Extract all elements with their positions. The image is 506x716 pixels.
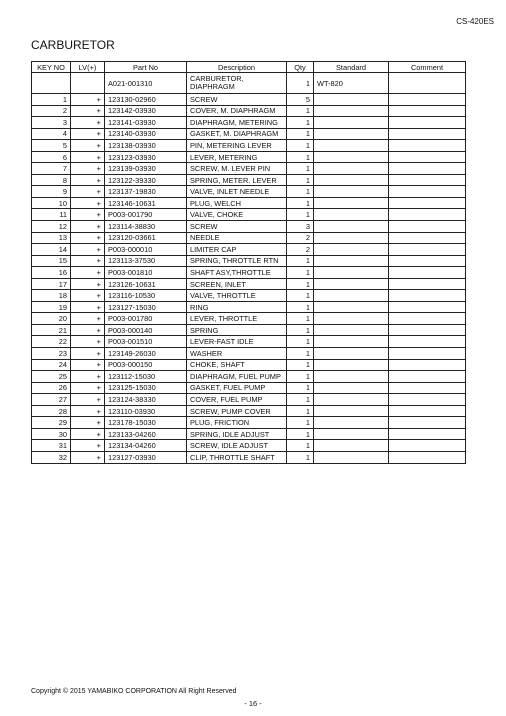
level-cell: +: [71, 117, 105, 129]
key-no-cell: 23: [32, 348, 71, 360]
level-cell: +: [71, 348, 105, 360]
standard-cell: [314, 174, 389, 186]
standard-cell: [314, 348, 389, 360]
standard-cell: [314, 221, 389, 233]
comment-cell: [389, 117, 466, 129]
key-no-cell: 8: [32, 174, 71, 186]
quantity-cell: 1: [287, 428, 314, 440]
quantity-cell: 5: [287, 94, 314, 106]
table-row: [32, 140, 466, 152]
part-number-cell: P003-001810: [105, 267, 187, 279]
comment-cell: [389, 417, 466, 429]
quantity-cell: 1: [287, 394, 314, 406]
part-number-cell: 123141-03930: [105, 117, 187, 129]
description-cell: PLUG, FRICTION: [187, 417, 287, 429]
quantity-cell: 1: [287, 186, 314, 198]
part-number-cell: 123113-37530: [105, 255, 187, 267]
description-cell: VALVE, INLET NEEDLE: [187, 186, 287, 198]
quantity-cell: 1: [287, 163, 314, 175]
quantity-cell: 2: [287, 232, 314, 244]
key-no-cell: 16: [32, 267, 71, 279]
table-row: [32, 117, 466, 129]
standard-cell: [314, 278, 389, 290]
level-cell: +: [71, 313, 105, 325]
key-no-cell: 17: [32, 278, 71, 290]
quantity-cell: 1: [287, 405, 314, 417]
part-number-cell: 123124-38330: [105, 394, 187, 406]
part-number-cell: 123114-38830: [105, 221, 187, 233]
table-row: [32, 348, 466, 360]
standard-cell: [314, 186, 389, 198]
table-row: [32, 151, 466, 163]
quantity-cell: 1: [287, 382, 314, 394]
part-number-cell: 123146-10631: [105, 197, 187, 209]
quantity-cell: 1: [287, 301, 314, 313]
quantity-cell: 1: [287, 371, 314, 383]
description-cell: COVER, M. DIAPHRAGM: [187, 105, 287, 117]
description-cell: GASKET, M. DIAPHRAGM: [187, 128, 287, 140]
key-no-cell: 29: [32, 417, 71, 429]
key-no-cell: 5: [32, 140, 71, 152]
quantity-cell: 1: [287, 336, 314, 348]
description-cell: CLIP, THROTTLE SHAFT: [187, 451, 287, 463]
comment-cell: [389, 174, 466, 186]
comment-cell: [389, 382, 466, 394]
standard-cell: [314, 197, 389, 209]
standard-cell: [314, 290, 389, 302]
table-row: [32, 428, 466, 440]
key-no-cell: 32: [32, 451, 71, 463]
description-cell: LIMITER CAP: [187, 244, 287, 256]
description-cell: SCREW: [187, 221, 287, 233]
page-number: - 16 -: [244, 699, 262, 708]
standard-cell: [314, 267, 389, 279]
description-cell: SCREW: [187, 94, 287, 106]
quantity-cell: 1: [287, 324, 314, 336]
standard-cell: [314, 417, 389, 429]
parts-table: [31, 61, 466, 464]
table-row: [32, 255, 466, 267]
description-cell: GASKET, FUEL PUMP: [187, 382, 287, 394]
level-cell: +: [71, 290, 105, 302]
description-cell: SPRING: [187, 324, 287, 336]
standard-cell: [314, 301, 389, 313]
table-row: [32, 336, 466, 348]
part-number-cell: 123112-15030: [105, 371, 187, 383]
table-row: [32, 73, 466, 94]
level-cell: +: [71, 428, 105, 440]
description-cell: PLUG, WELCH: [187, 197, 287, 209]
standard-cell: [314, 451, 389, 463]
description-cell: RING: [187, 301, 287, 313]
table-row: [32, 232, 466, 244]
key-no-cell: 21: [32, 324, 71, 336]
table-row: [32, 394, 466, 406]
quantity-cell: 1: [287, 105, 314, 117]
standard-cell: [314, 140, 389, 152]
part-number-cell: P003-001790: [105, 209, 187, 221]
description-cell: COVER, FUEL PUMP: [187, 394, 287, 406]
level-cell: +: [71, 244, 105, 256]
level-cell: +: [71, 232, 105, 244]
standard-cell: [314, 255, 389, 267]
table-row: [32, 209, 466, 221]
level-cell: +: [71, 278, 105, 290]
part-number-cell: 123133-04260: [105, 428, 187, 440]
quantity-cell: 1: [287, 151, 314, 163]
table-row: [32, 163, 466, 175]
comment-cell: [389, 324, 466, 336]
parts-table-body: [32, 73, 466, 464]
comment-cell: [389, 244, 466, 256]
comment-cell: [389, 290, 466, 302]
table-row: [32, 278, 466, 290]
column-header-key-no: KEY NO: [32, 62, 71, 73]
quantity-cell: 1: [287, 128, 314, 140]
comment-cell: [389, 140, 466, 152]
key-no-cell: 27: [32, 394, 71, 406]
key-no-cell: [32, 73, 71, 94]
quantity-cell: 1: [287, 174, 314, 186]
part-number-cell: 123110-03930: [105, 405, 187, 417]
quantity-cell: 1: [287, 197, 314, 209]
standard-cell: [314, 117, 389, 129]
level-cell: +: [71, 209, 105, 221]
key-no-cell: 15: [32, 255, 71, 267]
comment-cell: [389, 221, 466, 233]
standard-cell: WT-820: [314, 73, 389, 94]
standard-cell: [314, 405, 389, 417]
comment-cell: [389, 428, 466, 440]
standard-cell: [314, 128, 389, 140]
quantity-cell: 2: [287, 244, 314, 256]
key-no-cell: 2: [32, 105, 71, 117]
comment-cell: [389, 451, 466, 463]
key-no-cell: 31: [32, 440, 71, 452]
table-row: [32, 267, 466, 279]
table-header-row: [32, 62, 466, 73]
quantity-cell: 1: [287, 417, 314, 429]
level-cell: +: [71, 324, 105, 336]
comment-cell: [389, 359, 466, 371]
description-cell: CHOKE, SHAFT: [187, 359, 287, 371]
standard-cell: [314, 209, 389, 221]
key-no-cell: 20: [32, 313, 71, 325]
level-cell: +: [71, 301, 105, 313]
column-header-lv: LV(+): [71, 62, 105, 73]
comment-cell: [389, 440, 466, 452]
part-number-cell: 123178-15030: [105, 417, 187, 429]
quantity-cell: 1: [287, 440, 314, 452]
key-no-cell: 30: [32, 428, 71, 440]
comment-cell: [389, 197, 466, 209]
level-cell: +: [71, 255, 105, 267]
level-cell: +: [71, 359, 105, 371]
table-row: [32, 382, 466, 394]
table-row: [32, 405, 466, 417]
table-row: [32, 440, 466, 452]
standard-cell: [314, 105, 389, 117]
column-header-part-no: Part No: [105, 62, 187, 73]
key-no-cell: 22: [32, 336, 71, 348]
standard-cell: [314, 94, 389, 106]
table-row: [32, 197, 466, 209]
table-row: [32, 313, 466, 325]
description-cell: PIN, METERING LEVER: [187, 140, 287, 152]
table-row: [32, 94, 466, 106]
part-number-cell: 123138-03930: [105, 140, 187, 152]
level-cell: +: [71, 267, 105, 279]
quantity-cell: 1: [287, 278, 314, 290]
level-cell: +: [71, 128, 105, 140]
description-cell: WASHER: [187, 348, 287, 360]
level-cell: +: [71, 186, 105, 198]
part-number-cell: 123127-15030: [105, 301, 187, 313]
description-cell: LEVER-FAST IDLE: [187, 336, 287, 348]
comment-cell: [389, 405, 466, 417]
part-number-cell: 123116-10530: [105, 290, 187, 302]
part-number-cell: A021-001310: [105, 73, 187, 94]
comment-cell: [389, 313, 466, 325]
quantity-cell: 3: [287, 221, 314, 233]
table-row: [32, 371, 466, 383]
standard-cell: [314, 440, 389, 452]
level-cell: +: [71, 221, 105, 233]
table-row: [32, 290, 466, 302]
table-row: [32, 105, 466, 117]
level-cell: +: [71, 440, 105, 452]
level-cell: [71, 73, 105, 94]
description-cell: DIAPHRAGM, FUEL PUMP: [187, 371, 287, 383]
key-no-cell: 7: [32, 163, 71, 175]
part-number-cell: 123126-10631: [105, 278, 187, 290]
comment-cell: [389, 209, 466, 221]
part-number-cell: 123137-19830: [105, 186, 187, 198]
key-no-cell: 24: [32, 359, 71, 371]
level-cell: +: [71, 94, 105, 106]
description-cell: LEVER, THROTTLE: [187, 313, 287, 325]
quantity-cell: 1: [287, 209, 314, 221]
level-cell: +: [71, 140, 105, 152]
key-no-cell: 4: [32, 128, 71, 140]
description-cell: SPRING, METER. LEVER: [187, 174, 287, 186]
description-cell: VALVE, CHOKE: [187, 209, 287, 221]
description-cell: NEEDLE: [187, 232, 287, 244]
key-no-cell: 14: [32, 244, 71, 256]
part-number-cell: 123127-03930: [105, 451, 187, 463]
comment-cell: [389, 267, 466, 279]
comment-cell: [389, 394, 466, 406]
column-header-comment: Comment: [389, 62, 466, 73]
level-cell: +: [71, 151, 105, 163]
copyright-notice: Copyright © 2015 YAMABIKO CORPORATION All Right Reserved: [31, 688, 237, 695]
part-number-cell: P003-000140: [105, 324, 187, 336]
comment-cell: [389, 255, 466, 267]
table-row: [32, 221, 466, 233]
comment-cell: [389, 232, 466, 244]
comment-cell: [389, 336, 466, 348]
column-header-description: Description: [187, 62, 287, 73]
comment-cell: [389, 348, 466, 360]
key-no-cell: 6: [32, 151, 71, 163]
level-cell: +: [71, 382, 105, 394]
part-number-cell: 123120-03661: [105, 232, 187, 244]
standard-cell: [314, 324, 389, 336]
part-number-cell: 123142-03930: [105, 105, 187, 117]
part-number-cell: 123139-03930: [105, 163, 187, 175]
key-no-cell: 18: [32, 290, 71, 302]
part-number-cell: 123130-02960: [105, 94, 187, 106]
section-title: CARBURETOR: [31, 38, 115, 52]
part-number-cell: P003-000010: [105, 244, 187, 256]
comment-cell: [389, 301, 466, 313]
description-cell: SCREW, IDLE ADJUST: [187, 440, 287, 452]
description-cell: SPRING, THROTTLE RTN: [187, 255, 287, 267]
key-no-cell: 3: [32, 117, 71, 129]
standard-cell: [314, 336, 389, 348]
level-cell: +: [71, 371, 105, 383]
part-number-cell: 123122-39330: [105, 174, 187, 186]
table-row: [32, 301, 466, 313]
part-number-cell: P003-000150: [105, 359, 187, 371]
table-row: [32, 244, 466, 256]
column-header-standard: Standard: [314, 62, 389, 73]
key-no-cell: 25: [32, 371, 71, 383]
part-number-cell: 123125-15030: [105, 382, 187, 394]
quantity-cell: 1: [287, 255, 314, 267]
key-no-cell: 12: [32, 221, 71, 233]
quantity-cell: 1: [287, 73, 314, 94]
comment-cell: [389, 94, 466, 106]
table-row: [32, 324, 466, 336]
level-cell: +: [71, 105, 105, 117]
table-row: [32, 451, 466, 463]
comment-cell: [389, 151, 466, 163]
quantity-cell: 1: [287, 117, 314, 129]
standard-cell: [314, 232, 389, 244]
description-cell: DIAPHRAGM, METERING: [187, 117, 287, 129]
quantity-cell: 1: [287, 348, 314, 360]
quantity-cell: 1: [287, 290, 314, 302]
key-no-cell: 10: [32, 197, 71, 209]
key-no-cell: 1: [32, 94, 71, 106]
standard-cell: [314, 359, 389, 371]
description-cell: LEVER, METERING: [187, 151, 287, 163]
quantity-cell: 1: [287, 267, 314, 279]
key-no-cell: 26: [32, 382, 71, 394]
part-number-cell: 123149-26030: [105, 348, 187, 360]
key-no-cell: 11: [32, 209, 71, 221]
level-cell: +: [71, 336, 105, 348]
table-row: [32, 417, 466, 429]
table-row: [32, 128, 466, 140]
key-no-cell: 19: [32, 301, 71, 313]
standard-cell: [314, 394, 389, 406]
key-no-cell: 9: [32, 186, 71, 198]
quantity-cell: 1: [287, 359, 314, 371]
quantity-cell: 1: [287, 140, 314, 152]
level-cell: +: [71, 451, 105, 463]
description-cell: VALVE, THROTTLE: [187, 290, 287, 302]
part-number-cell: 123123-03930: [105, 151, 187, 163]
level-cell: +: [71, 174, 105, 186]
comment-cell: [389, 278, 466, 290]
standard-cell: [314, 163, 389, 175]
comment-cell: [389, 371, 466, 383]
comment-cell: [389, 186, 466, 198]
description-cell: CARBURETOR, DIAPHRAGM: [187, 73, 287, 94]
comment-cell: [389, 128, 466, 140]
level-cell: +: [71, 394, 105, 406]
standard-cell: [314, 244, 389, 256]
description-cell: SCREW, M. LEVER PIN: [187, 163, 287, 175]
level-cell: +: [71, 417, 105, 429]
part-number-cell: P003-001780: [105, 313, 187, 325]
standard-cell: [314, 151, 389, 163]
key-no-cell: 28: [32, 405, 71, 417]
standard-cell: [314, 428, 389, 440]
comment-cell: [389, 105, 466, 117]
standard-cell: [314, 382, 389, 394]
table-row: [32, 174, 466, 186]
part-number-cell: 123140-03930: [105, 128, 187, 140]
part-number-cell: P003-001510: [105, 336, 187, 348]
level-cell: +: [71, 405, 105, 417]
comment-cell: [389, 163, 466, 175]
table-row: [32, 186, 466, 198]
level-cell: +: [71, 163, 105, 175]
standard-cell: [314, 371, 389, 383]
model-number: CS-420ES: [456, 17, 494, 26]
standard-cell: [314, 313, 389, 325]
level-cell: +: [71, 197, 105, 209]
key-no-cell: 13: [32, 232, 71, 244]
part-number-cell: 123134-04260: [105, 440, 187, 452]
quantity-cell: 1: [287, 451, 314, 463]
table-row: [32, 359, 466, 371]
description-cell: SHAFT ASY,THROTTLE: [187, 267, 287, 279]
comment-cell: [389, 73, 466, 94]
description-cell: SPRING, IDLE ADJUST: [187, 428, 287, 440]
description-cell: SCREEN, INLET: [187, 278, 287, 290]
description-cell: SCREW, PUMP COVER: [187, 405, 287, 417]
column-header-qty: Qty: [287, 62, 314, 73]
quantity-cell: 1: [287, 313, 314, 325]
